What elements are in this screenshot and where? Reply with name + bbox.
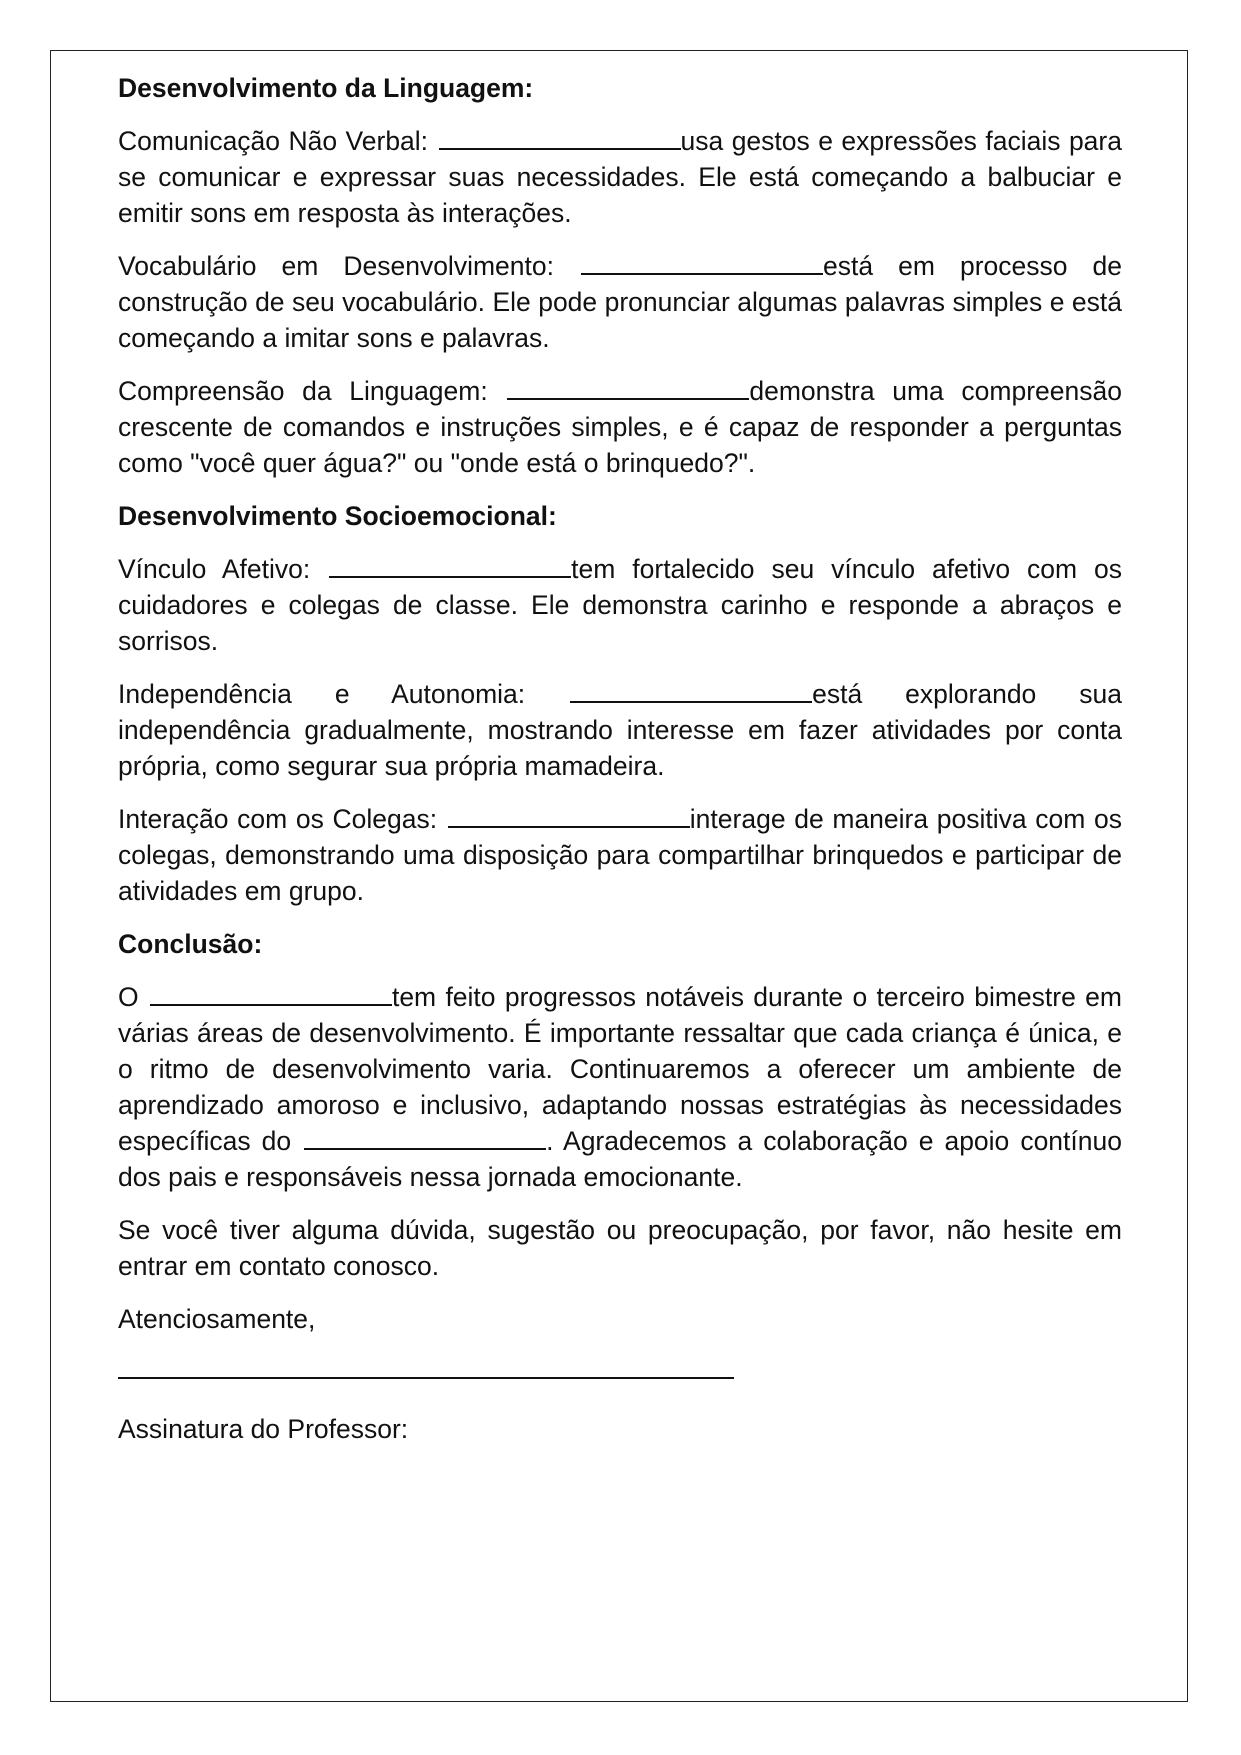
item-label: Independência e Autonomia:: [118, 679, 526, 709]
section-heading-language: Desenvolvimento da Linguagem:: [118, 73, 534, 103]
item-label: Compreensão da Linguagem:: [118, 376, 488, 406]
section-heading-conclusion: Conclusão:: [118, 929, 263, 959]
signature-label: Assinatura do Professor:: [118, 1414, 409, 1444]
paragraph-independence: [118, 676, 1122, 784]
paragraph-affective-bond: [118, 551, 1122, 659]
paragraph-conclusion: [118, 979, 1122, 1195]
item-label: Vínculo Afetivo:: [118, 554, 311, 584]
paragraph-peer-interaction: [118, 801, 1122, 909]
paragraph-nonverbal-communication: [118, 123, 1122, 231]
signature-line[interactable]: [118, 1357, 734, 1379]
item-text: está em processo de construção de seu vocabulário. Ele pode pronunciar algumas palavras simples e está começando a imitar sons e palavras.: [118, 251, 1122, 353]
paragraph-vocabulary: [118, 248, 1122, 356]
section-heading-socioemotional: Desenvolvimento Socioemocional:: [118, 501, 557, 531]
item-label: Vocabulário em Desenvolvimento:: [118, 251, 554, 281]
item-text: tem fortalecido seu vínculo afetivo com os cuidadores e colegas de classe. Ele demonstra carinho e responde a abraços e sorrisos.: [118, 554, 1122, 656]
conclusion-prefix: O: [118, 982, 139, 1012]
item-text: demonstra uma compreensão crescente de comandos e instruções simples, e é capaz de responder a perguntas como "você quer água?" ou "onde está o brinquedo?".: [118, 376, 1122, 478]
paragraph-language-comprehension: [118, 373, 1122, 481]
child-name-blank[interactable]: [581, 249, 823, 275]
item-label: Comunicação Não Verbal:: [118, 126, 429, 156]
item-text: está explorando sua independência gradualmente, mostrando interesse em fazer atividades por conta própria, como segurar sua própria mamadeira.: [118, 679, 1122, 781]
child-name-blank[interactable]: [439, 124, 681, 150]
report-content: [118, 70, 1122, 1464]
child-name-blank[interactable]: [304, 1124, 546, 1150]
child-name-blank[interactable]: [150, 980, 392, 1006]
child-name-blank[interactable]: [507, 374, 749, 400]
child-name-blank[interactable]: [570, 677, 812, 703]
item-label: Interação com os Colegas:: [118, 804, 438, 834]
conclusion-text-2: . Agradecemos a colaboração e apoio contínuo dos pais e responsáveis nessa jornada emocionante.: [118, 1126, 1122, 1192]
child-name-blank[interactable]: [448, 802, 690, 828]
conclusion-text-1: tem feito progressos notáveis durante o terceiro bimestre em várias áreas de desenvolvimento. É importante ressaltar que cada criança é única, e o ritmo de desenvolvimento varia. Continuaremos a oferecer um ambiente de aprendizado amoroso e inclusivo, adaptando nossas estratégias às necessidades específicas do: [118, 982, 1122, 1156]
closing-text: Atenciosamente,: [118, 1304, 316, 1334]
child-name-blank[interactable]: [329, 552, 571, 578]
paragraph-contact-note: Se você tiver alguma dúvida, sugestão ou preocupação, por favor, não hesite em entrar em contato conosco.: [118, 1215, 1122, 1281]
item-text: usa gestos e expressões faciais para se comunicar e expressar suas necessidades. Ele está começando a balbuciar e emitir sons em resposta às interações.: [118, 126, 1122, 228]
item-text: interage de maneira positiva com os colegas, demonstrando uma disposição para compartilhar brinquedos e participar de atividades em grupo.: [118, 804, 1122, 906]
